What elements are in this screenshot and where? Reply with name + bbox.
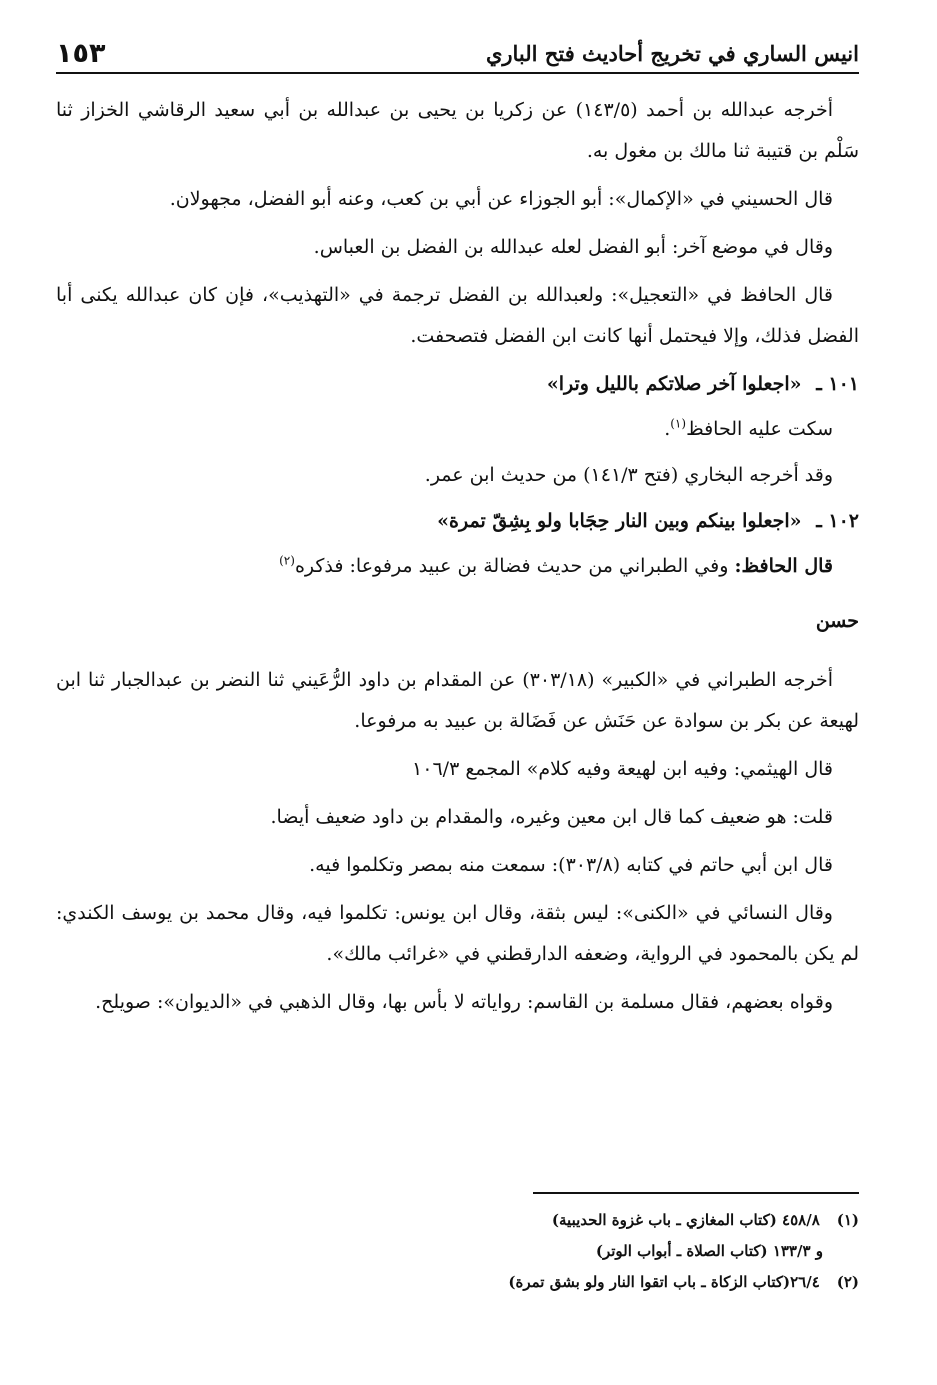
paragraph-haythami: قال الهيثمي: وفيه ابن لهيعة وفيه كلام» المجمع ١٠٦/٣ (412, 758, 833, 780)
paragraph-nasai: وقال النسائي في «الكنى»: ليس بثقة، وقال ابن يونس: تكلموا فيه، وقال محمد بن يوسف الكندي: لم يكن بالمحمود في الرواية، وضعفه الدارقطني في «غرائب مالك». (56, 902, 859, 965)
footnotes (56, 1205, 859, 1298)
line-text: سكت عليه الحافظ (686, 418, 833, 440)
paragraph-husayni-ikmal: قال الحسيني في «الإكمال»: أبو الجوزاء عن أبي بن كعب، وعنه أبو الفضل، مجهولان. (169, 188, 833, 210)
hafiz-silent-line (56, 409, 859, 450)
hadith-entry-101 (56, 364, 859, 405)
paragraph-ibn-abi-hatim: قال ابن أبي حاتم في كتابه (٣٠٣/٨): سمعت منه بمصر وتكلموا فيه. (309, 854, 833, 876)
footnote-divider (533, 1192, 859, 1194)
bukhari-line: وقد أخرجه البخاري (فتح ١٤١/٣) من حديث ابن عمر. (424, 464, 833, 486)
paragraph-qultu: قلت: هو ضعيف كما قال ابن معين وغيره، والمقدام بن داود ضعيف أيضا. (270, 806, 833, 828)
main-text (56, 90, 859, 1030)
hadith-entry-102 (56, 501, 859, 542)
hadith-text: «اجعلوا بينكم وبين النار حِجَابا ولو بِشِقّ تمرة» (437, 510, 802, 532)
hafiz-label: قال الحافظ: (734, 555, 833, 577)
hafiz-text: وفي الطبراني من حديث فضالة بن عبيد مرفوعا: فذكره (294, 555, 735, 577)
paragraph-maslama: وقواه بعضهم، فقال مسلمة بن القاسم: رواياته لا بأس بها، وقال الذهبي في «الديوان»: صويلح. (95, 991, 833, 1013)
book-title: انيس الساري في تخريج أحاديث فتح الباري (485, 40, 859, 66)
running-header (56, 34, 859, 74)
hadith-text: «اجعلوا آخر صلاتكم بالليل وترا» (546, 373, 802, 395)
footnote-text: ٤٥٨/٨ (كتاب المغازي ـ باب غزوة الحديبية) (551, 1211, 820, 1229)
paragraph-tabarani: أخرجه الطبراني في «الكبير» (٣٠٣/١٨) عن المقدام بن داود الرُّعَيني ثنا النضر بن عبدالجبار ثنا ابن لهيعة عن بكر بن سوادة عن حَنَش عن فَضَالة بن عبيد به مرفوعا. (56, 669, 859, 732)
footnote-2 (56, 1267, 859, 1298)
hadith-grade: حسن (815, 610, 859, 632)
hafiz-statement (56, 546, 859, 587)
footnote-label: (١) (836, 1211, 859, 1229)
footnote-label: (٢) (836, 1273, 859, 1291)
footnote-text: ٢٦/٤(كتاب الزكاة ـ باب اتقوا النار ولو بشق تمرة) (508, 1273, 820, 1291)
paragraph-takhrij-abdullah: أخرجه عبدالله بن أحمد (١٤٣/٥) عن زكريا بن يحيى بن عبدالله بن أبي سعيد الرقاشي الخزاز ثنا سَلْم بن قتيبة ثنا مالك بن مغول به. (56, 99, 859, 162)
paragraph-hafiz-tajil: قال الحافظ في «التعجيل»: ولعبدالله بن الفضل ترجمة في «التهذيب»، فإن كان عبدالله يكنى أبا الفضل فذلك، وإلا فيحتمل أنها كانت ابن الفضل فتصحفت. (56, 284, 859, 347)
footnote-1-continuation: و ١٣٣/٣ (كتاب الصلاة ـ أبواب الوتر) (595, 1242, 823, 1260)
footnote-ref-2: (٢) (279, 553, 295, 568)
paragraph-another-place: وقال في موضع آخر: أبو الفضل لعله عبدالله بن الفضل بن العباس. (313, 236, 833, 258)
line-end: . (664, 418, 671, 440)
footnote-ref-1: (١) (670, 416, 687, 431)
entry-number: ١٠١ ـ (816, 373, 859, 395)
page-number: ١٥٣ (56, 37, 106, 69)
entry-number: ١٠٢ ـ (816, 510, 859, 532)
footnote-1 (56, 1205, 859, 1236)
